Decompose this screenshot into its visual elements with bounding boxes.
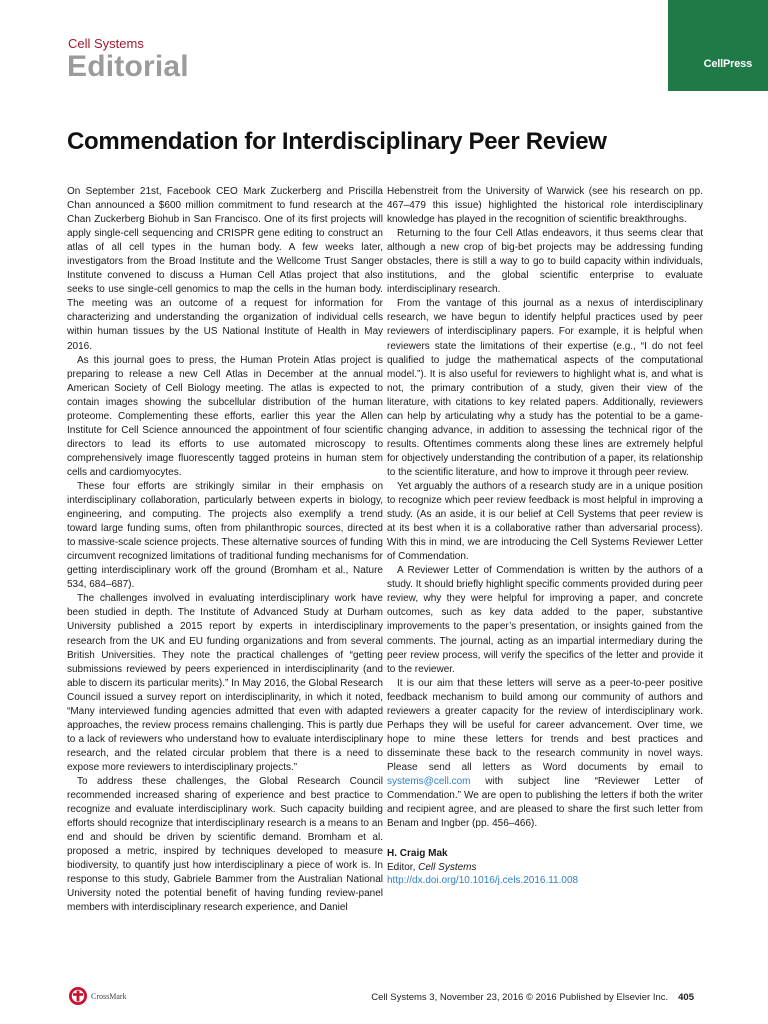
author-role-journal: Cell Systems xyxy=(418,861,477,873)
page-footer xyxy=(68,986,694,1010)
article-title: Commendation for Interdisciplinary Peer Review xyxy=(67,128,607,155)
author-name: H. Craig Mak xyxy=(387,848,448,860)
doi-link[interactable]: http://dx.doi.org/10.1016/j.cels.2016.11.008 xyxy=(387,875,579,887)
closing-paragraph xyxy=(387,677,703,832)
page-number: 405 xyxy=(678,992,694,1003)
paragraph: These four efforts are strikingly similar in their emphasis on interdisciplinary collaboration, particularly between experts in biology, engineering, and computing. The projects also exemplify a trend toward large funding sums, often from philanthropic sources, directed to massive-scale science projects. These alternative sources of funding circumvent recognized limitations of traditional funding mechanisms for getting interdisciplinary work off the ground (Bromham et al., Nature 534, 684–687). xyxy=(67,480,383,591)
publisher-logo: CellPress xyxy=(703,58,752,70)
body-column-left xyxy=(67,185,383,915)
paragraph: The challenges involved in evaluating interdisciplinary work have been studied in depth. The Institute of Advanced Study at Durham University published a 2015 report by experts in interdisciplinary research from the UK and EU funding organizations and from several British Universities. They note the practical challenges of “getting submissions reviewed by peers experienced in interdisciplinarity (and able to discern its particular merits).” In May 2016, the Global Research Council issued a survey report on interdisciplinarity, in which it noted, “Many interviewed funding agencies admitted that even with adapted approaches, the review process remains challenging. This is partly due to a lack of reviewers who understand how to evaluate interdisciplinary research, and the related circular problem that there is a need to expose more reviewers to interdisciplinary projects.” xyxy=(67,593,383,773)
email-link[interactable]: systems@cell.com xyxy=(387,775,471,787)
author-role xyxy=(387,861,703,875)
crossmark-label: CrossMark xyxy=(91,991,127,1001)
paragraph: From the vantage of this journal as a nexus of interdisciplinary research, we have begun to identify helpful practices used by peer reviewers of interdisciplinary papers. For example, it is helpful when reviewers state the limitations of their expertise (e.g., “I do not feel qualified to judge the mathematical aspects of the computational model.”). It is also useful for reviewers to highlight what is, and what is not, the primary contribution of a study, given their view of the literature, with citations to key related papers. Additionally, reviewers can help by articulating why a study has the potential to be a game-changing advance, in addition to assessing the technical rigor of the results. Oftentimes comments along these lines are extremely helpful for objectively understanding the contribution of a paper, its relationship to the scientific literature, and how to improve it through peer review. xyxy=(387,298,703,478)
body-column-right xyxy=(387,185,703,888)
citation-line xyxy=(371,992,694,1003)
paragraph: A Reviewer Letter of Commendation is written by the authors of a study. It should briefly highlight specific comments provided during peer review, why they were helpful for improving a paper, and concrete outcomes, such as key data added to the paper, substantive improvements to the paper’s presentation, or insights gained from the comments. The journal, acting as an impartial intermediary during the peer review process, will verify the specifics of the letter and provide it to the reviewer. xyxy=(387,565,703,675)
citation-text: Cell Systems 3, November 23, 2016 © 2016 Published by Elsevier Inc. xyxy=(371,992,669,1003)
crossmark-icon xyxy=(68,986,88,1006)
publisher-tab xyxy=(668,0,768,91)
paragraph: Hebenstreit from the University of Warwick (see his research on pp. 467–479 this issue) highlighted the historical role interdisciplinary knowledge has played in the recognition of scientific breakthroughs. xyxy=(387,186,703,226)
paragraph: Returning to the four Cell Atlas endeavors, it thus seems clear that although a new crop of big-bet projects may be addressing funding obstacles, there is still a way to go to build capacity within individuals, institutions, and the global scientific enterprise to evaluate interdisciplinary research. xyxy=(387,228,703,296)
paragraph: Yet arguably the authors of a research study are in a unique position to recognize which peer review feedback is most helpful in improving a study. (As an aside, it is our belief at Cell Systems that peer review is at its best when it is a collaborative rather than adversarial process). With this in mind, we are introducing the Cell Systems Reviewer Letter of Commendation. xyxy=(387,480,703,563)
author-block xyxy=(387,847,703,888)
author-role-prefix: Editor, xyxy=(387,861,419,873)
crossmark-badge[interactable] xyxy=(68,986,127,1006)
closing-text: with subject line “Reviewer Letter of Commendation.” We are open to publishing the letters if both the writer and recipient agree, and are pleased to share the first such letter from Benam and Ingber (pp. 456–466). xyxy=(387,775,703,830)
section-label: Editorial xyxy=(67,50,189,83)
paragraph: On September 21st, Facebook CEO Mark Zuckerberg and Priscilla Chan announced a $600 million commitment to fund research at the Chan Zuckerberg Biohub in San Francisco. One of its first projects will apply single-cell sequencing and CRISPR gene editing to construct an atlas of all cell types in the human body. A few weeks later, investigators from the Broad Institute and the Wellcome Trust Sanger Institute convened to discuss a Human Cell Atlas project that also seeks to use single-cell genomics to map the cells in the human body. The meeting was an outcome of a request for information for characterizing and understanding the organization of individual cells within human tissues by the US National Institute of Health in May 2016. xyxy=(67,186,383,352)
paragraph: As this journal goes to press, the Human Protein Atlas project is preparing to release a new Cell Atlas in December at the annual American Society of Cell Biology meeting. The atlas is expected to contain images showing the subcellular distribution of the human proteome. Complementing these efforts, earlier this year the Allen Institute for Cell Science announced the appointment of four scientific directors to lead its efforts to use automated microscopy to comprehensively image fluorescently tagged proteins in human stem cells and cardiomyocytes. xyxy=(67,354,383,478)
journal-name: Cell Systems xyxy=(68,36,144,51)
paragraph: To address these challenges, the Global Research Council recommended increased sharing of experience and best practice to recognize and evaluate interdisciplinary work. Such capacity building efforts should recognize that interdisciplinary research is a means to an end and should be driven by scientific demand. Bromham et al. proposed a metric, inspired by techniques developed to measure biodiversity, to quantify just how interdisciplinary a piece of work is. In response to this study, Gabriele Bammer from the Australian National University noted the potential benefit of having funding review-panel members with interdisciplinary research experience, and Daniel xyxy=(67,775,383,914)
closing-text: It is our aim that these letters will serve as a peer-to-peer positive feedback mechanism to build among our community of authors and reviewers a greater capacity for the review of interdisciplinary work. Perhaps they will be useful for career advancement. Over time, we hope to mine these letters for trends and best practices and disseminate these back to the research community in novel ways. Please send all letters as Word documents by email to xyxy=(387,677,703,773)
